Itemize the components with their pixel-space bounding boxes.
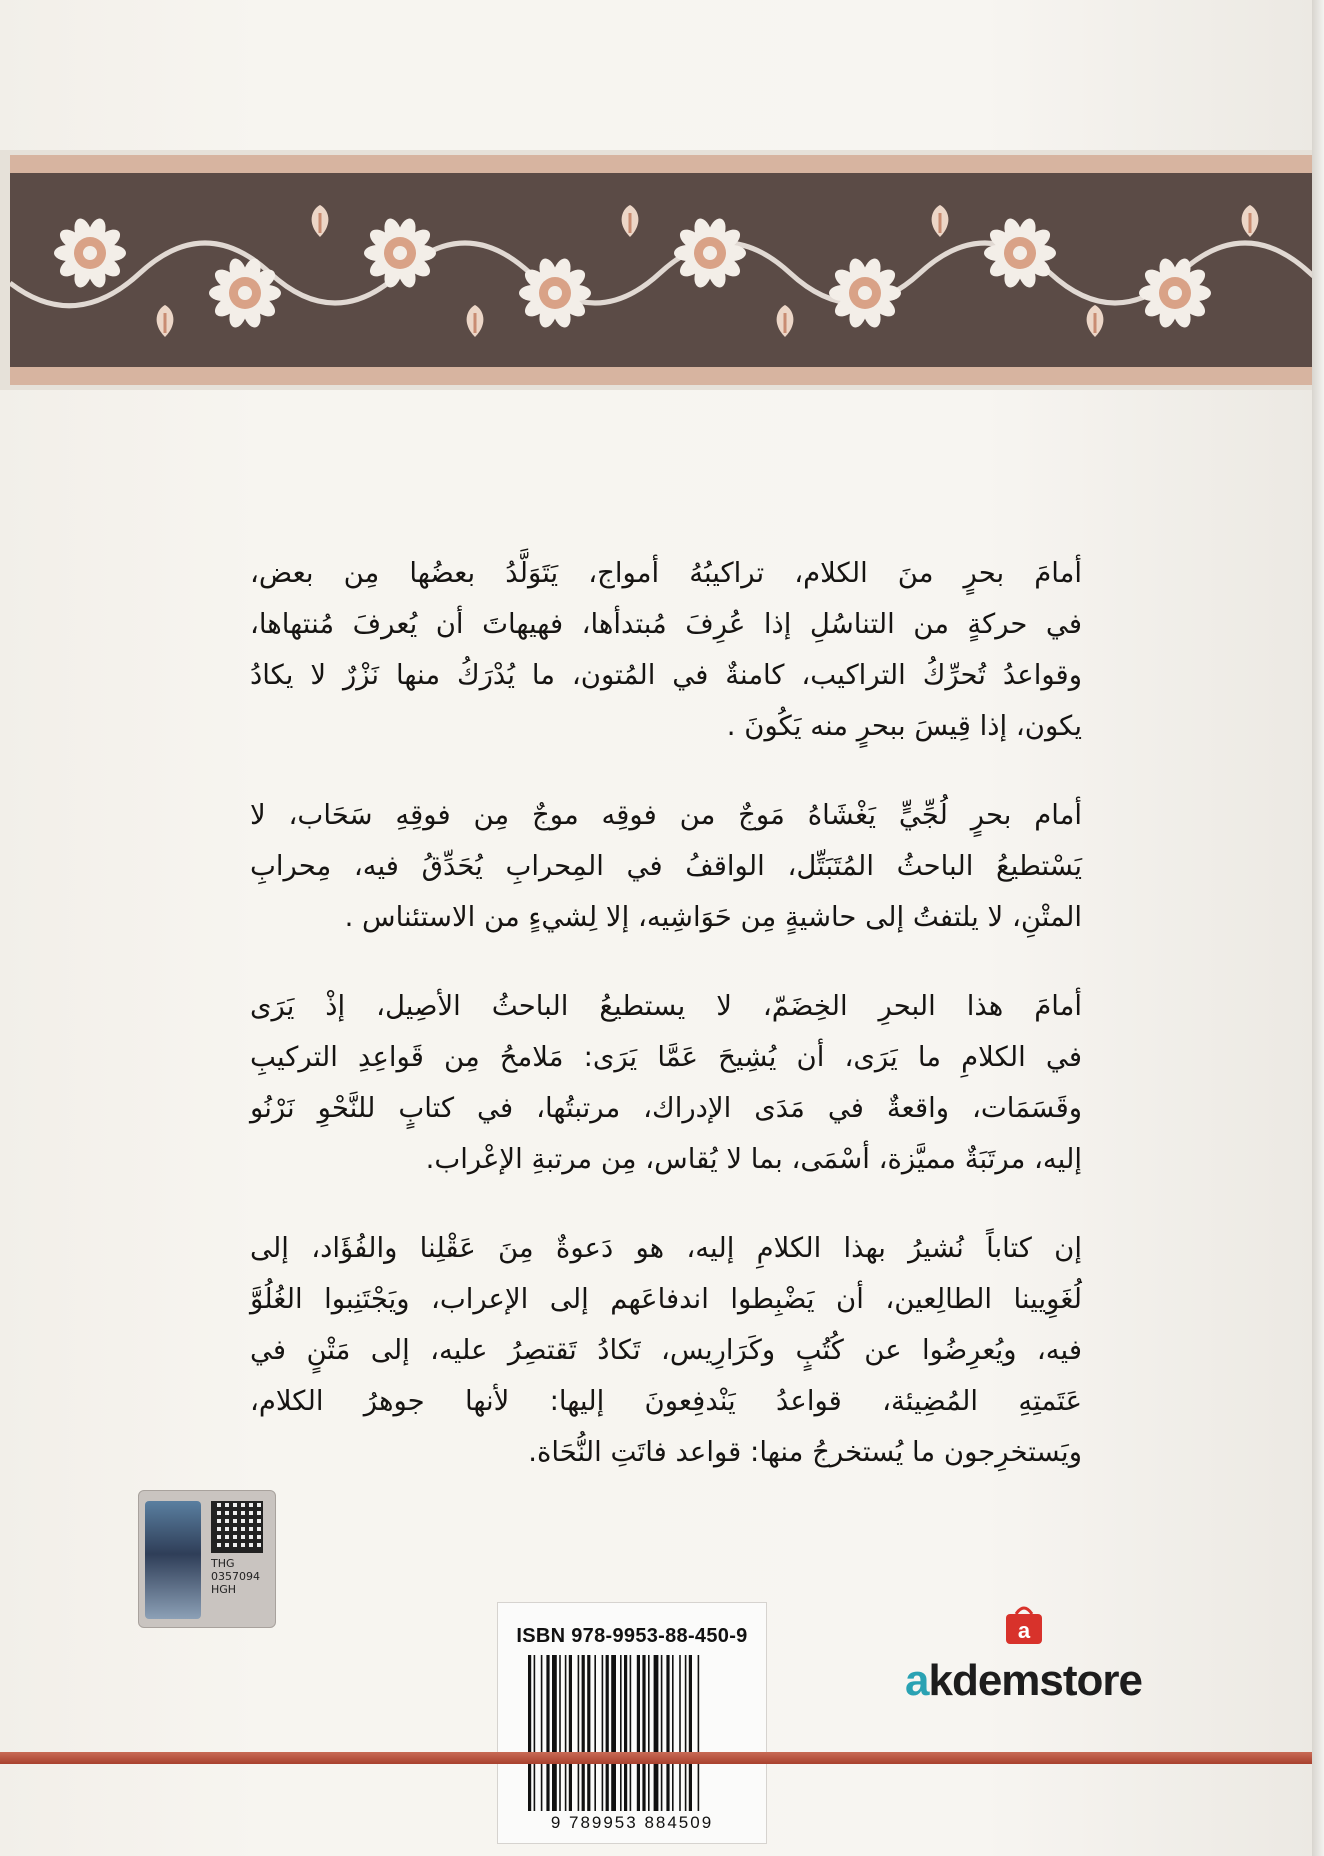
sticker-code [211, 1557, 273, 1596]
blurb-line: أمام بحرٍ لُجِّيٍّ يَغْشَاهُ مَوجٌ من فوقِه موجٌ مِن فوقِهِ سَحَاب، لا [250, 799, 1082, 831]
blurb-paragraph-1 [250, 548, 1082, 752]
blurb-line: يكون، إذا قِيسَ ببحرٍ منه يَكُونَ . [726, 710, 1082, 742]
floral-ornament [10, 173, 1312, 367]
shopping-bag-icon [1000, 1602, 1048, 1646]
blurb-line: في حركةٍ من التناسُلِ إذا عُرِفَ مُبتدأها، فهيهاتَ أن يُعرفَ مُنتهاها، [250, 608, 1082, 640]
blurb-paragraph-3 [250, 981, 1082, 1185]
blurb-line: يَسْتطيعُ الباحثُ المُتَبَتِّل، الواقفُ في المِحرابِ يُحَدِّقُ فيه، مِحرابِ [250, 850, 1082, 882]
svg-text:a: a [1017, 1618, 1031, 1643]
library-sticker [138, 1490, 276, 1628]
blurb-line: أمامَ هذا البحرِ الخِضَمّ، لا يستطيعُ الباحثُ الأصِيل، إذْ يَرَى [250, 990, 1082, 1022]
cover-edge [1312, 0, 1324, 1856]
barcode-bars [526, 1655, 738, 1811]
sticker-logo-icon [145, 1501, 201, 1619]
store-watermark [905, 1656, 1175, 1706]
bottom-rule [0, 1752, 1312, 1764]
blurb-line: في الكلامِ ما يَرَى، أن يُشِيحَ عَمَّا يَرَى: مَلامحُ مِن قَواعِدِ التركيبِ [250, 1041, 1082, 1073]
blurb-line: وقَسَمَات، واقعةٌ في مَدَى الإدراك، مرتبتُها، في كتابٍ للنَّحْوِ نَرْنُو [250, 1092, 1082, 1124]
ornamental-band [0, 150, 1312, 390]
watermark-rest: kdemstore [928, 1656, 1143, 1705]
blurb-line: فيه، ويُعرِضُوا عن كُتُبٍ وكَرَارِيس، تَكادُ تَقتصِرُ عليه، إلى مَتْنٍ في [250, 1334, 1082, 1366]
sticker-line-1: THG [211, 1557, 235, 1570]
blurb-line: عَتَمتِهِ المُضِيئة، قواعدُ يَنْدفِعونَ إليها: لأنها جوهرُ الكلام، [250, 1385, 1082, 1417]
blurb-line: إليه، مرتَبَةٌ مميَّزة، أسْمَى، بما لا يُقاس، مِن مرتبةِ الإعْراب. [425, 1143, 1082, 1175]
isbn-barcode [497, 1602, 767, 1844]
blurb-paragraph-4 [250, 1223, 1082, 1478]
blurb-line: ويَستخرِجون ما يُستخرجُ منها: قواعد فاتَتِ النُّحَاة. [528, 1436, 1082, 1468]
isbn-label: ISBN 978-9953-88-450-9 [516, 1625, 748, 1647]
barcode-digits: 9 789953 884509 [550, 1813, 714, 1832]
qr-code-icon [211, 1501, 263, 1553]
blurb-line: إن كتاباً نُشيرُ بهذا الكلامِ إليه، هو دَعوةٌ مِنَ عَقْلِنا والفُؤَاد، إلى [250, 1232, 1082, 1264]
watermark-prefix: a [905, 1656, 929, 1705]
blurb-line: لُغَوِيينا الطالِعين، أن يَضْبِطوا اندفاعَهم إلى الإعراب، ويَجْتَنِبوا الغُلُوَّ [250, 1283, 1082, 1315]
sticker-line-2: 0357094 [211, 1570, 260, 1583]
sticker-line-3: HGH [211, 1583, 237, 1596]
blurb-line: المتْنِ، لا يلتفتُ إلى حاشيةٍ مِن حَوَاشِيه، إلا لِشيءٍ من الاستئناس . [344, 901, 1082, 933]
blurb-text [250, 548, 1082, 1478]
ornament-border [10, 155, 1312, 385]
blurb-line: أمامَ بحرٍ منَ الكلام، تراكيبُهُ أمواج، يَتَوَلَّدُ بعضُها مِن بعض، [250, 557, 1082, 589]
blurb-line: وقواعدُ تُحرِّكُ التراكيب، كامنةٌ في المُتون، ما يُدْرَكُ منها نَزْرٌ لا يكادُ [250, 659, 1082, 691]
blurb-paragraph-2 [250, 790, 1082, 943]
